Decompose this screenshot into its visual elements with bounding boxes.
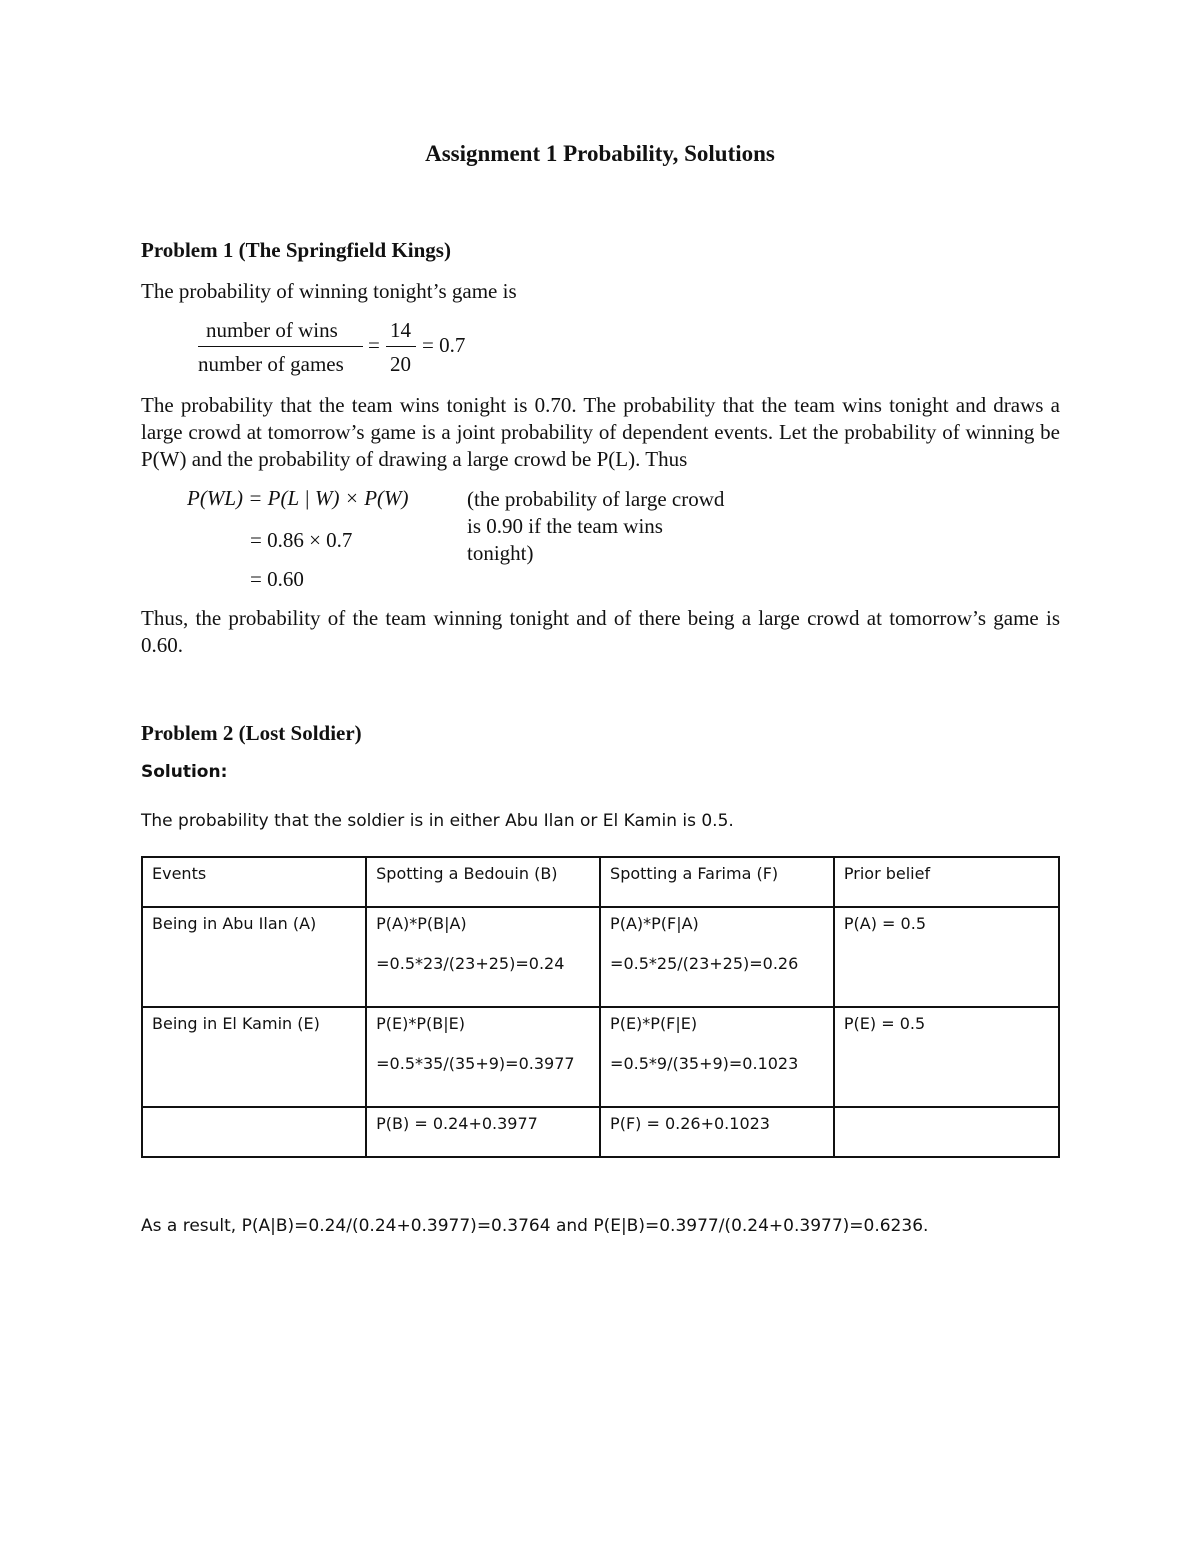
problem2-heading: Problem 2 (Lost Soldier) [141, 721, 362, 745]
fraction-denominator-value: 20 [390, 352, 411, 376]
header-prior: Prior belief [834, 857, 1059, 907]
fraction-numerator-value: 14 [390, 318, 411, 342]
fraction-numerator: number of wins [206, 318, 338, 342]
table-row [142, 1007, 1059, 1107]
cell-total-bedouin: P(B) = 0.24+0.3977 [366, 1107, 600, 1157]
row-event-abu-ilan: Being in Abu Ilan (A) [142, 907, 366, 1007]
fraction-bar-value [386, 346, 416, 347]
cell-prior-el-kamin: P(E) = 0.5 [834, 1007, 1059, 1107]
cell-formula: P(A)*P(B|A) [376, 914, 467, 933]
cell-prior-abu-ilan: P(A) = 0.5 [834, 907, 1059, 1007]
table-row [142, 907, 1059, 1007]
cell-empty [834, 1107, 1059, 1157]
cell-bedouin-el-kamin [366, 1007, 600, 1107]
equation-line-1: P(WL) = P(L | W) × P(W) [187, 486, 409, 510]
page-title: Assignment 1 Probability, Solutions [425, 141, 775, 166]
problem2-result: As a result, P(A|B)=0.24/(0.24+0.3977)=0.3764 and P(E|B)=0.3977/(0.24+0.3977)=0.6236. [141, 1216, 929, 1236]
fraction-equals: = [368, 333, 380, 357]
fraction-denominator: number of games [198, 352, 344, 376]
cell-value: =0.5*25/(23+25)=0.26 [610, 954, 799, 973]
fraction-result: = 0.7 [422, 333, 466, 357]
cell-formula: P(E)*P(B|E) [376, 1014, 465, 1033]
table-header-row [142, 857, 1059, 907]
cell-empty [142, 1107, 366, 1157]
cell-bedouin-abu-ilan [366, 907, 600, 1007]
cell-value: =0.5*9/(35+9)=0.1023 [610, 1054, 799, 1073]
table-total-row [142, 1107, 1059, 1157]
equation-line-2: = 0.86 × 0.7 [250, 528, 353, 552]
problem1-paragraph: The probability that the team wins tonight is 0.70. The probability that the team wins tonight and draws a large crowd at tomorrow’s game is a joint probability of dependent events. Let the probability of winning be P(W) and the probability of drawing a large crowd be P(L). Thus [141, 393, 1060, 471]
cell-farima-el-kamin [600, 1007, 834, 1107]
row-event-el-kamin: Being in El Kamin (E) [142, 1007, 366, 1107]
cell-value: =0.5*23/(23+25)=0.24 [376, 954, 565, 973]
solution-label: Solution: [141, 762, 228, 782]
cell-formula: P(E)*P(F|E) [610, 1014, 698, 1033]
problem1-heading: Problem 1 (The Springfield Kings) [141, 238, 451, 262]
equation-line-3: = 0.60 [250, 567, 304, 591]
cell-farima-abu-ilan [600, 907, 834, 1007]
cell-value: =0.5*35/(35+9)=0.3977 [376, 1054, 575, 1073]
cell-total-farima: P(F) = 0.26+0.1023 [600, 1107, 834, 1157]
header-farima: Spotting a Farima (F) [600, 857, 834, 907]
problem1-conclusion: Thus, the probability of the team winning tonight and of there being a large crowd at tomorrow’s game is 0.60. [141, 606, 1060, 657]
fraction-bar [198, 346, 363, 347]
problem2-prior-statement: The probability that the soldier is in either Abu Ilan or El Kamin is 0.5. [141, 811, 734, 831]
cell-formula: P(A)*P(F|A) [610, 914, 699, 933]
header-bedouin: Spotting a Bedouin (B) [366, 857, 600, 907]
bayes-table [141, 856, 1060, 1158]
header-events: Events [142, 857, 366, 907]
equation-note: (the probability of large crowd is 0.90 if the team wins tonight) [467, 487, 725, 565]
problem1-intro: The probability of winning tonight’s game is [141, 279, 517, 303]
